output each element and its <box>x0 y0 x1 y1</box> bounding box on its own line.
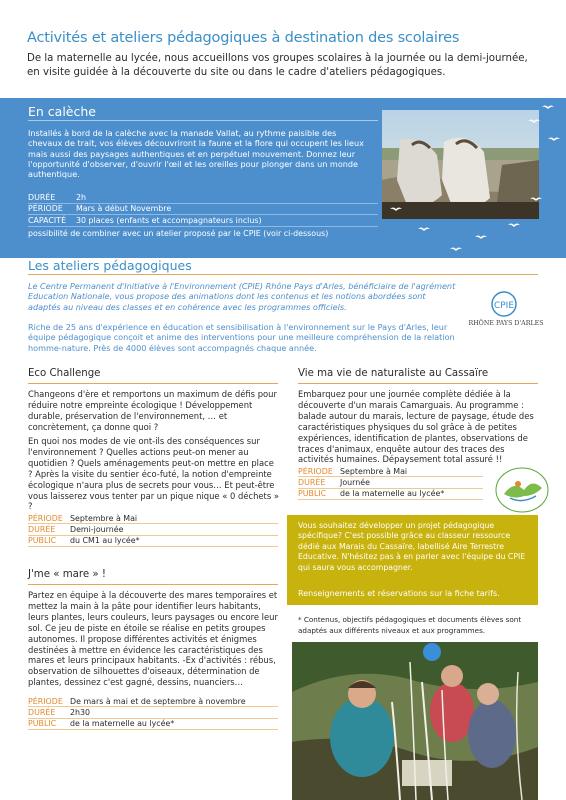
ateliers-text-2: Riche de 25 ans d'expérience en éducation et sensibilisation à l'environnement sur le Pays d'Arles, leur équipe pédagogique conçoit et anime des interventions pour une meilleure compréhension de la relation homme-nature. Près de 4000 élèves sont accompagnés chaque année. <box>28 322 455 353</box>
naturaliste-row-key: PUBLIC <box>298 489 327 499</box>
naturaliste-info-table <box>298 466 483 500</box>
naturaliste-rule <box>298 383 538 384</box>
naturaliste-row <box>298 477 483 488</box>
pond-activity-photo <box>292 642 538 800</box>
eco-row-key: DURÉE <box>28 524 56 534</box>
naturaliste-row-key: DURÉE <box>298 477 326 487</box>
mare-row-value: 2h30 <box>70 707 91 717</box>
cpie-logo <box>468 290 540 334</box>
naturaliste-row <box>298 466 483 477</box>
eco-row <box>28 536 278 547</box>
intro-line-2: en visite guidée à la découverte du site ou dans le cadre d'ateliers pédagogiques. <box>27 66 446 78</box>
intro-text <box>27 52 542 79</box>
caleche-row-value: 30 places (enfants et accompagnateurs inclus) <box>76 215 262 225</box>
eco-info-table <box>28 513 278 547</box>
caleche-photo-image <box>382 110 539 219</box>
ate-label-image <box>494 462 550 514</box>
eco-row <box>28 513 278 524</box>
caleche-text: Installés à bord de la calèche avec la manade Vallat, au rythme paisible des chevaux de trait, vos élèves découvriront la faune et la flore qui occupent les lieux mais aussi des paysages authentiques et en perpétuel mouvement. Donnez leur l'opportunité d'observer, d'ouvrir l'œil et les oreilles pour plonger dans un monde authentique. <box>28 128 364 180</box>
mare-row-key: DURÉE <box>28 707 56 717</box>
eco-row-key: PUBLIC <box>28 536 57 546</box>
caleche-extra: possibilité de combiner avec un atelier proposé par le CPIE (voir ci-dessous) <box>28 229 329 238</box>
mare-heading: J'me « mare » ! <box>28 569 106 580</box>
cpie-logo-subtitle: RHÔNE PAYS D'ARLES <box>468 320 544 327</box>
caleche-row-value: Mars à début Novembre <box>76 204 172 214</box>
caleche-row-key: DURÉE <box>28 192 56 202</box>
intro-line-1: De la maternelle au lycée, nous accueillons vos groupes scolaires à la journée ou la demi-journée, <box>27 53 528 64</box>
eco-row-value: Demi-journée <box>70 524 124 534</box>
bird-icon <box>475 234 487 239</box>
mare-info-table <box>28 696 278 730</box>
ateliers-heading: Les ateliers pédagogiques <box>28 258 192 273</box>
mare-row <box>28 696 278 707</box>
eco-paragraph-2: En quoi nos modes de vie ont-ils des conséquences sur l'environnement ? Quelles actions peut-on mener au quotidien ? Quels aménagements peut-on mettre en place ? Après la visite du sentier éco-futé, la notion d'empreinte écologique n'aura plus de secrets pour vous… Et peut-être vous laisserez vous tenter par un pique nique « 0 déchets » ? <box>28 436 279 512</box>
page-title: Activités et ateliers pédagogiques à destination des scolaires <box>27 30 460 46</box>
mare-row-key: PÉRIODE <box>28 696 63 706</box>
mare-row-value: de la maternelle au lycée* <box>70 719 175 729</box>
naturaliste-row-key: PÉRIODE <box>298 466 333 476</box>
eco-rule <box>28 383 278 384</box>
naturaliste-row-value: Septembre à Mai <box>340 466 408 476</box>
bird-icon <box>390 206 402 211</box>
ateliers-text-1: Le Centre Permanent d'Initiative à l'Environnement (CPIE) Rhône Pays d'Arles, bénéficiaire de l'agrément Education Nationale, vous propose des animations dont les contenus et les notions abordées sont adaptés au niveau des classes et en cohérence avec les programmes officiels. <box>28 281 456 312</box>
mare-row <box>28 707 278 718</box>
bird-icon <box>528 118 540 123</box>
caleche-row-value: 2h <box>76 192 87 202</box>
bird-icon <box>508 222 520 227</box>
bird-icon <box>418 226 430 231</box>
cpie-logo-letters: CPIE <box>493 301 515 311</box>
mare-rule <box>28 584 278 585</box>
caleche-row <box>28 192 378 204</box>
naturaliste-row-value: Journée <box>340 477 370 487</box>
mare-paragraph: Partez en équipe à la découverte des mares temporaires et mettez la main à la pâte pour identifier leurs habitants, leurs plantes, leurs couleurs, leurs paysages ou encore leur sol. Ce jeu de piste en étoile se réalise en petits groupes autonomes. Il propose différentes activités et énigmes destinées à mettre en évidence les caractéristiques des mares et leurs principaux habitants. -Ex d'activités : rébus, observation de silhouettes d'oiseaux, détermination de plantes, dessinez c'est gagné, dessins, nuanciers… <box>28 590 278 688</box>
mare-row-value: De mars à mai et de septembre à novembre <box>70 696 246 706</box>
bird-icon <box>548 136 560 141</box>
caleche-info-table <box>28 192 378 227</box>
pond-activity-image <box>292 642 538 800</box>
eco-paragraph-1: Changeons d'ère et remportons un maximum de défis pour réduire notre empreinte écologique ! Développement durable, préservation de l'environnement, … et concrètement, ça donne quoi ? <box>28 389 277 432</box>
aire-terrestre-educative-logo <box>494 462 550 514</box>
callout-text: Vous souhaitez développer un projet pédagogique spécifique? C'est possible grâce au classeur ressource dédié aux Marais du Cassaïre, labellisé Aire Terrestre Educative. N'hésitez pas à en parler avec l'équipe du CPIE qui saura vous accompagner. <box>298 521 526 572</box>
bird-icon <box>530 196 542 201</box>
caleche-rule <box>28 120 378 121</box>
naturaliste-row-value: de la maternelle au lycée* <box>340 489 445 499</box>
caleche-row-key: PÉRIODE <box>28 204 63 214</box>
callout-cta: Renseignements et réservations sur la fiche tarifs. <box>298 589 500 598</box>
caleche-row <box>28 204 378 216</box>
mare-row <box>28 719 278 730</box>
caleche-row <box>28 215 378 227</box>
bird-icon <box>542 104 554 109</box>
eco-row-value: Septembre à Mai <box>70 513 138 523</box>
caleche-row-key: CAPACITÉ <box>28 215 67 225</box>
naturaliste-heading: Vie ma vie de naturaliste au Cassaïre <box>298 368 489 379</box>
eco-heading: Eco Challenge <box>28 368 101 379</box>
naturaliste-paragraph: Embarquez pour une journée complète dédiée à la découverte d'un marais Camarguais. Au programme : balade autour du marais, lecture de paysage, étude des caractéristiques physiques du sol grâce à de petites expériences, identification de plantes, observations de traces d'animaux, enquête autour des traces des activités humaines. Dépaysement total assuré !! <box>298 389 534 465</box>
ateliers-rule <box>28 274 538 275</box>
caleche-heading: En calèche <box>28 104 96 119</box>
footnote: * Contenus, objectifs pédagogiques et documents élèves sont adaptés aux différents niveaux et aux programmes. <box>298 615 522 636</box>
eco-row <box>28 524 278 535</box>
eco-row-value: du CM1 au lycée* <box>70 536 140 546</box>
bird-icon <box>450 246 462 251</box>
naturaliste-row <box>298 489 483 500</box>
cpie-logo-mark <box>468 290 540 320</box>
mare-row-key: PUBLIC <box>28 719 57 729</box>
caleche-photo <box>382 110 539 219</box>
eco-row-key: PÉRIODE <box>28 513 63 523</box>
